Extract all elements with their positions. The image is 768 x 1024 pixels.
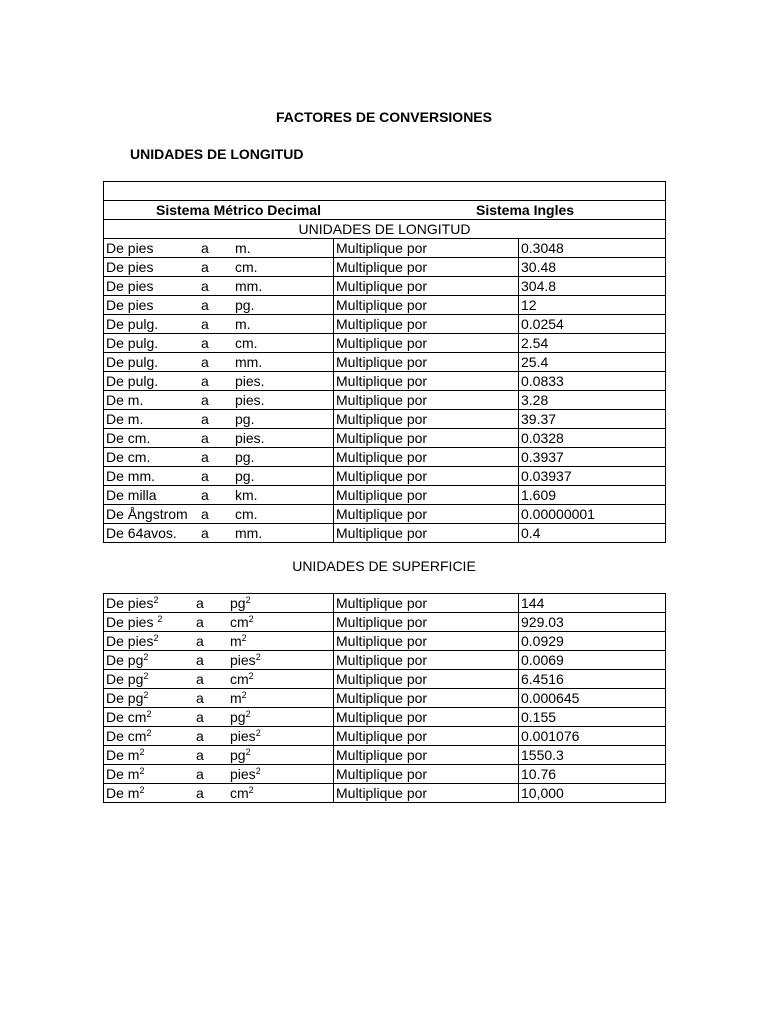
length-conversion-table — [103, 181, 666, 543]
to-unit-group — [230, 633, 247, 650]
to-connector: a — [196, 670, 204, 687]
from-unit: De pulg. — [106, 334, 159, 351]
operation-cell: Multiplique por — [334, 524, 519, 543]
from-unit-group — [106, 595, 196, 612]
header-metric-system: Sistema Métrico Decimal — [156, 202, 321, 218]
operation-cell: Multiplique por — [334, 486, 519, 505]
to-unit-group — [230, 728, 261, 745]
table-row — [104, 353, 666, 372]
from-unit: De cm — [106, 708, 147, 725]
from-exponent: 2 — [146, 727, 152, 738]
table-row — [104, 651, 666, 670]
to-unit: pg. — [235, 410, 255, 427]
from-unit-group — [106, 652, 196, 669]
table-row — [104, 727, 666, 746]
from-unit-group — [106, 633, 196, 650]
operation-cell: Multiplique por — [334, 784, 519, 803]
to-unit-group — [230, 766, 261, 783]
to-connector: a — [201, 410, 209, 427]
to-connector: a — [201, 467, 209, 484]
conversion-cell — [104, 334, 334, 353]
conversion-cell — [104, 689, 334, 708]
from-unit-group — [106, 728, 196, 745]
to-connector: a — [196, 651, 204, 668]
table-row — [104, 486, 666, 505]
from-exponent: 2 — [139, 765, 145, 776]
to-unit: pg — [230, 708, 246, 725]
conversion-cell — [104, 467, 334, 486]
to-unit-group — [230, 709, 251, 726]
to-exponent: 2 — [245, 594, 251, 605]
operation-cell: Multiplique por — [334, 727, 519, 746]
from-exponent: 2 — [153, 594, 159, 605]
from-unit-group — [106, 671, 196, 688]
operation-cell: Multiplique por — [334, 467, 519, 486]
from-unit: De m. — [106, 391, 144, 408]
conversion-cell — [104, 524, 334, 543]
operation-cell: Multiplique por — [334, 334, 519, 353]
to-unit: m — [230, 632, 242, 649]
factor-cell: 0.0069 — [519, 651, 666, 670]
factor-cell: 929.03 — [519, 613, 666, 632]
from-unit: De pies — [106, 239, 154, 256]
from-unit: De mm. — [106, 467, 155, 484]
to-unit: pg — [230, 594, 246, 611]
to-unit: m. — [235, 239, 251, 256]
conversion-cell — [104, 727, 334, 746]
factor-cell: 1.609 — [519, 486, 666, 505]
operation-cell: Multiplique por — [334, 708, 519, 727]
from-unit: De m. — [106, 410, 144, 427]
to-unit: m — [230, 689, 242, 706]
to-unit: pies. — [235, 391, 265, 408]
table-row — [104, 258, 666, 277]
operation-cell: Multiplique por — [334, 448, 519, 467]
from-unit: De cm. — [106, 448, 151, 465]
to-connector: a — [201, 524, 209, 541]
factor-cell: 39.37 — [519, 410, 666, 429]
from-unit: De pies — [106, 296, 154, 313]
blank-cell — [104, 182, 666, 201]
to-connector: a — [201, 296, 209, 313]
operation-cell: Multiplique por — [334, 651, 519, 670]
factor-cell: 0.000645 — [519, 689, 666, 708]
factor-cell: 0.155 — [519, 708, 666, 727]
section-subtitle: UNIDADES DE LONGITUD — [130, 146, 304, 162]
from-unit-group — [106, 766, 196, 783]
table-row — [104, 410, 666, 429]
conversion-cell — [104, 372, 334, 391]
to-unit: pies — [230, 651, 256, 668]
to-unit: pies. — [235, 372, 265, 389]
to-unit: mm. — [235, 353, 263, 370]
operation-cell: Multiplique por — [334, 689, 519, 708]
to-unit-group — [230, 671, 254, 688]
to-unit: cm. — [235, 334, 258, 351]
table-row — [104, 613, 666, 632]
from-unit: De pies — [106, 632, 154, 649]
operation-cell: Multiplique por — [334, 410, 519, 429]
page-title: FACTORES DE CONVERSIONES — [275, 109, 492, 125]
operation-cell: Multiplique por — [334, 372, 519, 391]
conversion-cell — [104, 353, 334, 372]
from-unit: De pies — [106, 258, 154, 275]
table-blank-row — [104, 182, 666, 201]
to-connector: a — [201, 448, 209, 465]
factor-cell: 0.4 — [519, 524, 666, 543]
from-unit: De pg — [106, 689, 144, 706]
conversion-cell — [104, 708, 334, 727]
table-row — [104, 239, 666, 258]
from-unit: De pies — [106, 594, 154, 611]
from-unit-group — [106, 709, 196, 726]
from-exponent: 2 — [157, 613, 163, 624]
operation-cell: Multiplique por — [334, 353, 519, 372]
to-connector: a — [196, 708, 204, 725]
conversion-cell — [104, 391, 334, 410]
to-unit: mm. — [235, 277, 263, 294]
from-exponent: 2 — [143, 651, 149, 662]
to-connector: a — [196, 594, 204, 611]
to-connector: a — [201, 353, 209, 370]
factor-cell: 0.0833 — [519, 372, 666, 391]
to-connector: a — [196, 727, 204, 744]
factor-cell: 2.54 — [519, 334, 666, 353]
conversion-cell — [104, 594, 334, 613]
table-row — [104, 689, 666, 708]
to-unit: cm. — [235, 258, 258, 275]
operation-cell: Multiplique por — [334, 258, 519, 277]
to-unit: pg. — [235, 296, 255, 313]
from-unit: De pies — [106, 613, 158, 630]
operation-cell: Multiplique por — [334, 594, 519, 613]
operation-cell: Multiplique por — [334, 746, 519, 765]
from-exponent: 2 — [146, 708, 152, 719]
factor-cell: 304.8 — [519, 277, 666, 296]
to-unit: cm. — [235, 505, 258, 522]
to-unit: pies — [230, 727, 256, 744]
to-unit: cm — [230, 670, 249, 687]
conversion-cell — [104, 505, 334, 524]
from-unit: De pulg. — [106, 372, 159, 389]
to-connector: a — [201, 372, 209, 389]
to-exponent: 2 — [245, 746, 251, 757]
to-unit-group — [230, 690, 247, 707]
to-unit: cm — [230, 613, 249, 630]
from-unit: De Ångstrom — [106, 505, 188, 522]
operation-cell: Multiplique por — [334, 613, 519, 632]
factor-cell: 12 — [519, 296, 666, 315]
to-connector: a — [201, 258, 209, 275]
section-label: UNIDADES DE LONGITUD — [104, 220, 666, 239]
table-row — [104, 277, 666, 296]
conversion-cell — [104, 277, 334, 296]
operation-cell: Multiplique por — [334, 765, 519, 784]
factor-cell: 6.4516 — [519, 670, 666, 689]
table-row — [104, 594, 666, 613]
table-row — [104, 765, 666, 784]
to-connector: a — [201, 315, 209, 332]
table-row — [104, 372, 666, 391]
factor-cell: 144 — [519, 594, 666, 613]
section-label-row — [104, 220, 666, 239]
operation-cell: Multiplique por — [334, 670, 519, 689]
to-connector: a — [201, 239, 209, 256]
factor-cell: 0.001076 — [519, 727, 666, 746]
to-connector: a — [196, 632, 204, 649]
to-unit: pg. — [235, 467, 255, 484]
table-row — [104, 467, 666, 486]
table-row — [104, 315, 666, 334]
from-unit-group — [106, 614, 196, 631]
to-unit-group — [230, 595, 251, 612]
surface-caption: UNIDADES DE SUPERFICIE — [292, 558, 476, 574]
from-unit: De cm — [106, 727, 147, 744]
from-unit: De cm. — [106, 429, 151, 446]
to-unit: pg. — [235, 448, 255, 465]
from-unit: De pg — [106, 651, 144, 668]
conversion-cell — [104, 410, 334, 429]
from-unit: De pulg. — [106, 315, 159, 332]
from-unit: De m — [106, 765, 140, 782]
from-unit-group — [106, 785, 196, 802]
conversion-cell — [104, 651, 334, 670]
to-exponent: 2 — [241, 689, 247, 700]
factor-cell: 0.03937 — [519, 467, 666, 486]
conversion-cell — [104, 670, 334, 689]
table-row — [104, 632, 666, 651]
table-row — [104, 296, 666, 315]
to-exponent: 2 — [255, 765, 261, 776]
to-connector: a — [196, 746, 204, 763]
to-unit: km. — [235, 486, 258, 503]
from-unit: De pulg. — [106, 353, 159, 370]
surface-conversion-table — [103, 593, 666, 803]
to-unit-group — [230, 614, 254, 631]
from-unit: De pg — [106, 670, 144, 687]
conversion-cell — [104, 632, 334, 651]
to-unit: pies. — [235, 429, 265, 446]
to-unit: cm — [230, 784, 249, 801]
to-exponent: 2 — [241, 632, 247, 643]
factor-cell: 0.3937 — [519, 448, 666, 467]
header-cell — [104, 201, 666, 220]
to-connector: a — [201, 391, 209, 408]
table-row — [104, 746, 666, 765]
table-row — [104, 708, 666, 727]
conversion-cell — [104, 746, 334, 765]
from-exponent: 2 — [143, 689, 149, 700]
factor-cell: 1550.3 — [519, 746, 666, 765]
to-exponent: 2 — [255, 651, 261, 662]
table-row — [104, 334, 666, 353]
factor-cell: 0.00000001 — [519, 505, 666, 524]
table-row — [104, 448, 666, 467]
table-row — [104, 429, 666, 448]
to-connector: a — [201, 277, 209, 294]
operation-cell: Multiplique por — [334, 239, 519, 258]
to-exponent: 2 — [245, 708, 251, 719]
factor-cell: 3.28 — [519, 391, 666, 410]
from-unit: De pies — [106, 277, 154, 294]
to-connector: a — [196, 613, 204, 630]
to-unit: m. — [235, 315, 251, 332]
to-exponent: 2 — [248, 784, 254, 795]
to-connector: a — [201, 429, 209, 446]
factor-cell: 10.76 — [519, 765, 666, 784]
to-connector: a — [196, 765, 204, 782]
table-row — [104, 524, 666, 543]
conversion-cell — [104, 448, 334, 467]
to-exponent: 2 — [255, 727, 261, 738]
factor-cell: 0.0328 — [519, 429, 666, 448]
to-connector: a — [201, 334, 209, 351]
from-exponent: 2 — [139, 784, 145, 795]
operation-cell: Multiplique por — [334, 505, 519, 524]
from-unit: De milla — [106, 486, 157, 503]
to-unit-group — [230, 747, 251, 764]
factor-cell: 10,000 — [519, 784, 666, 803]
to-connector: a — [201, 505, 209, 522]
table-row — [104, 784, 666, 803]
to-unit-group — [230, 652, 261, 669]
from-unit: De m — [106, 784, 140, 801]
conversion-cell — [104, 765, 334, 784]
table-row — [104, 505, 666, 524]
factor-cell: 0.0254 — [519, 315, 666, 334]
conversion-cell — [104, 315, 334, 334]
from-unit-group — [106, 690, 196, 707]
from-exponent: 2 — [139, 746, 145, 757]
header-english-system: Sistema Ingles — [476, 202, 575, 218]
table-row — [104, 391, 666, 410]
to-unit: mm. — [235, 524, 263, 541]
to-unit-group — [230, 785, 254, 802]
factor-cell: 0.0929 — [519, 632, 666, 651]
from-unit-group — [106, 747, 196, 764]
operation-cell: Multiplique por — [334, 277, 519, 296]
to-exponent: 2 — [248, 670, 254, 681]
table-header-row — [104, 201, 666, 220]
conversion-cell — [104, 258, 334, 277]
from-unit: De m — [106, 746, 140, 763]
table-row — [104, 670, 666, 689]
conversion-cell — [104, 613, 334, 632]
operation-cell: Multiplique por — [334, 296, 519, 315]
conversion-cell — [104, 239, 334, 258]
to-connector: a — [196, 689, 204, 706]
from-exponent: 2 — [143, 670, 149, 681]
conversion-cell — [104, 486, 334, 505]
to-unit: pg — [230, 746, 246, 763]
operation-cell: Multiplique por — [334, 632, 519, 651]
conversion-cell — [104, 429, 334, 448]
factor-cell: 25.4 — [519, 353, 666, 372]
to-unit: pies — [230, 765, 256, 782]
conversion-cell — [104, 296, 334, 315]
factor-cell: 30.48 — [519, 258, 666, 277]
operation-cell: Multiplique por — [334, 429, 519, 448]
from-exponent: 2 — [153, 632, 159, 643]
factor-cell: 0.3048 — [519, 239, 666, 258]
to-connector: a — [196, 784, 204, 801]
to-exponent: 2 — [248, 613, 254, 624]
to-connector: a — [201, 486, 209, 503]
operation-cell: Multiplique por — [334, 391, 519, 410]
operation-cell: Multiplique por — [334, 315, 519, 334]
from-unit: De 64avos. — [106, 524, 177, 541]
conversion-cell — [104, 784, 334, 803]
